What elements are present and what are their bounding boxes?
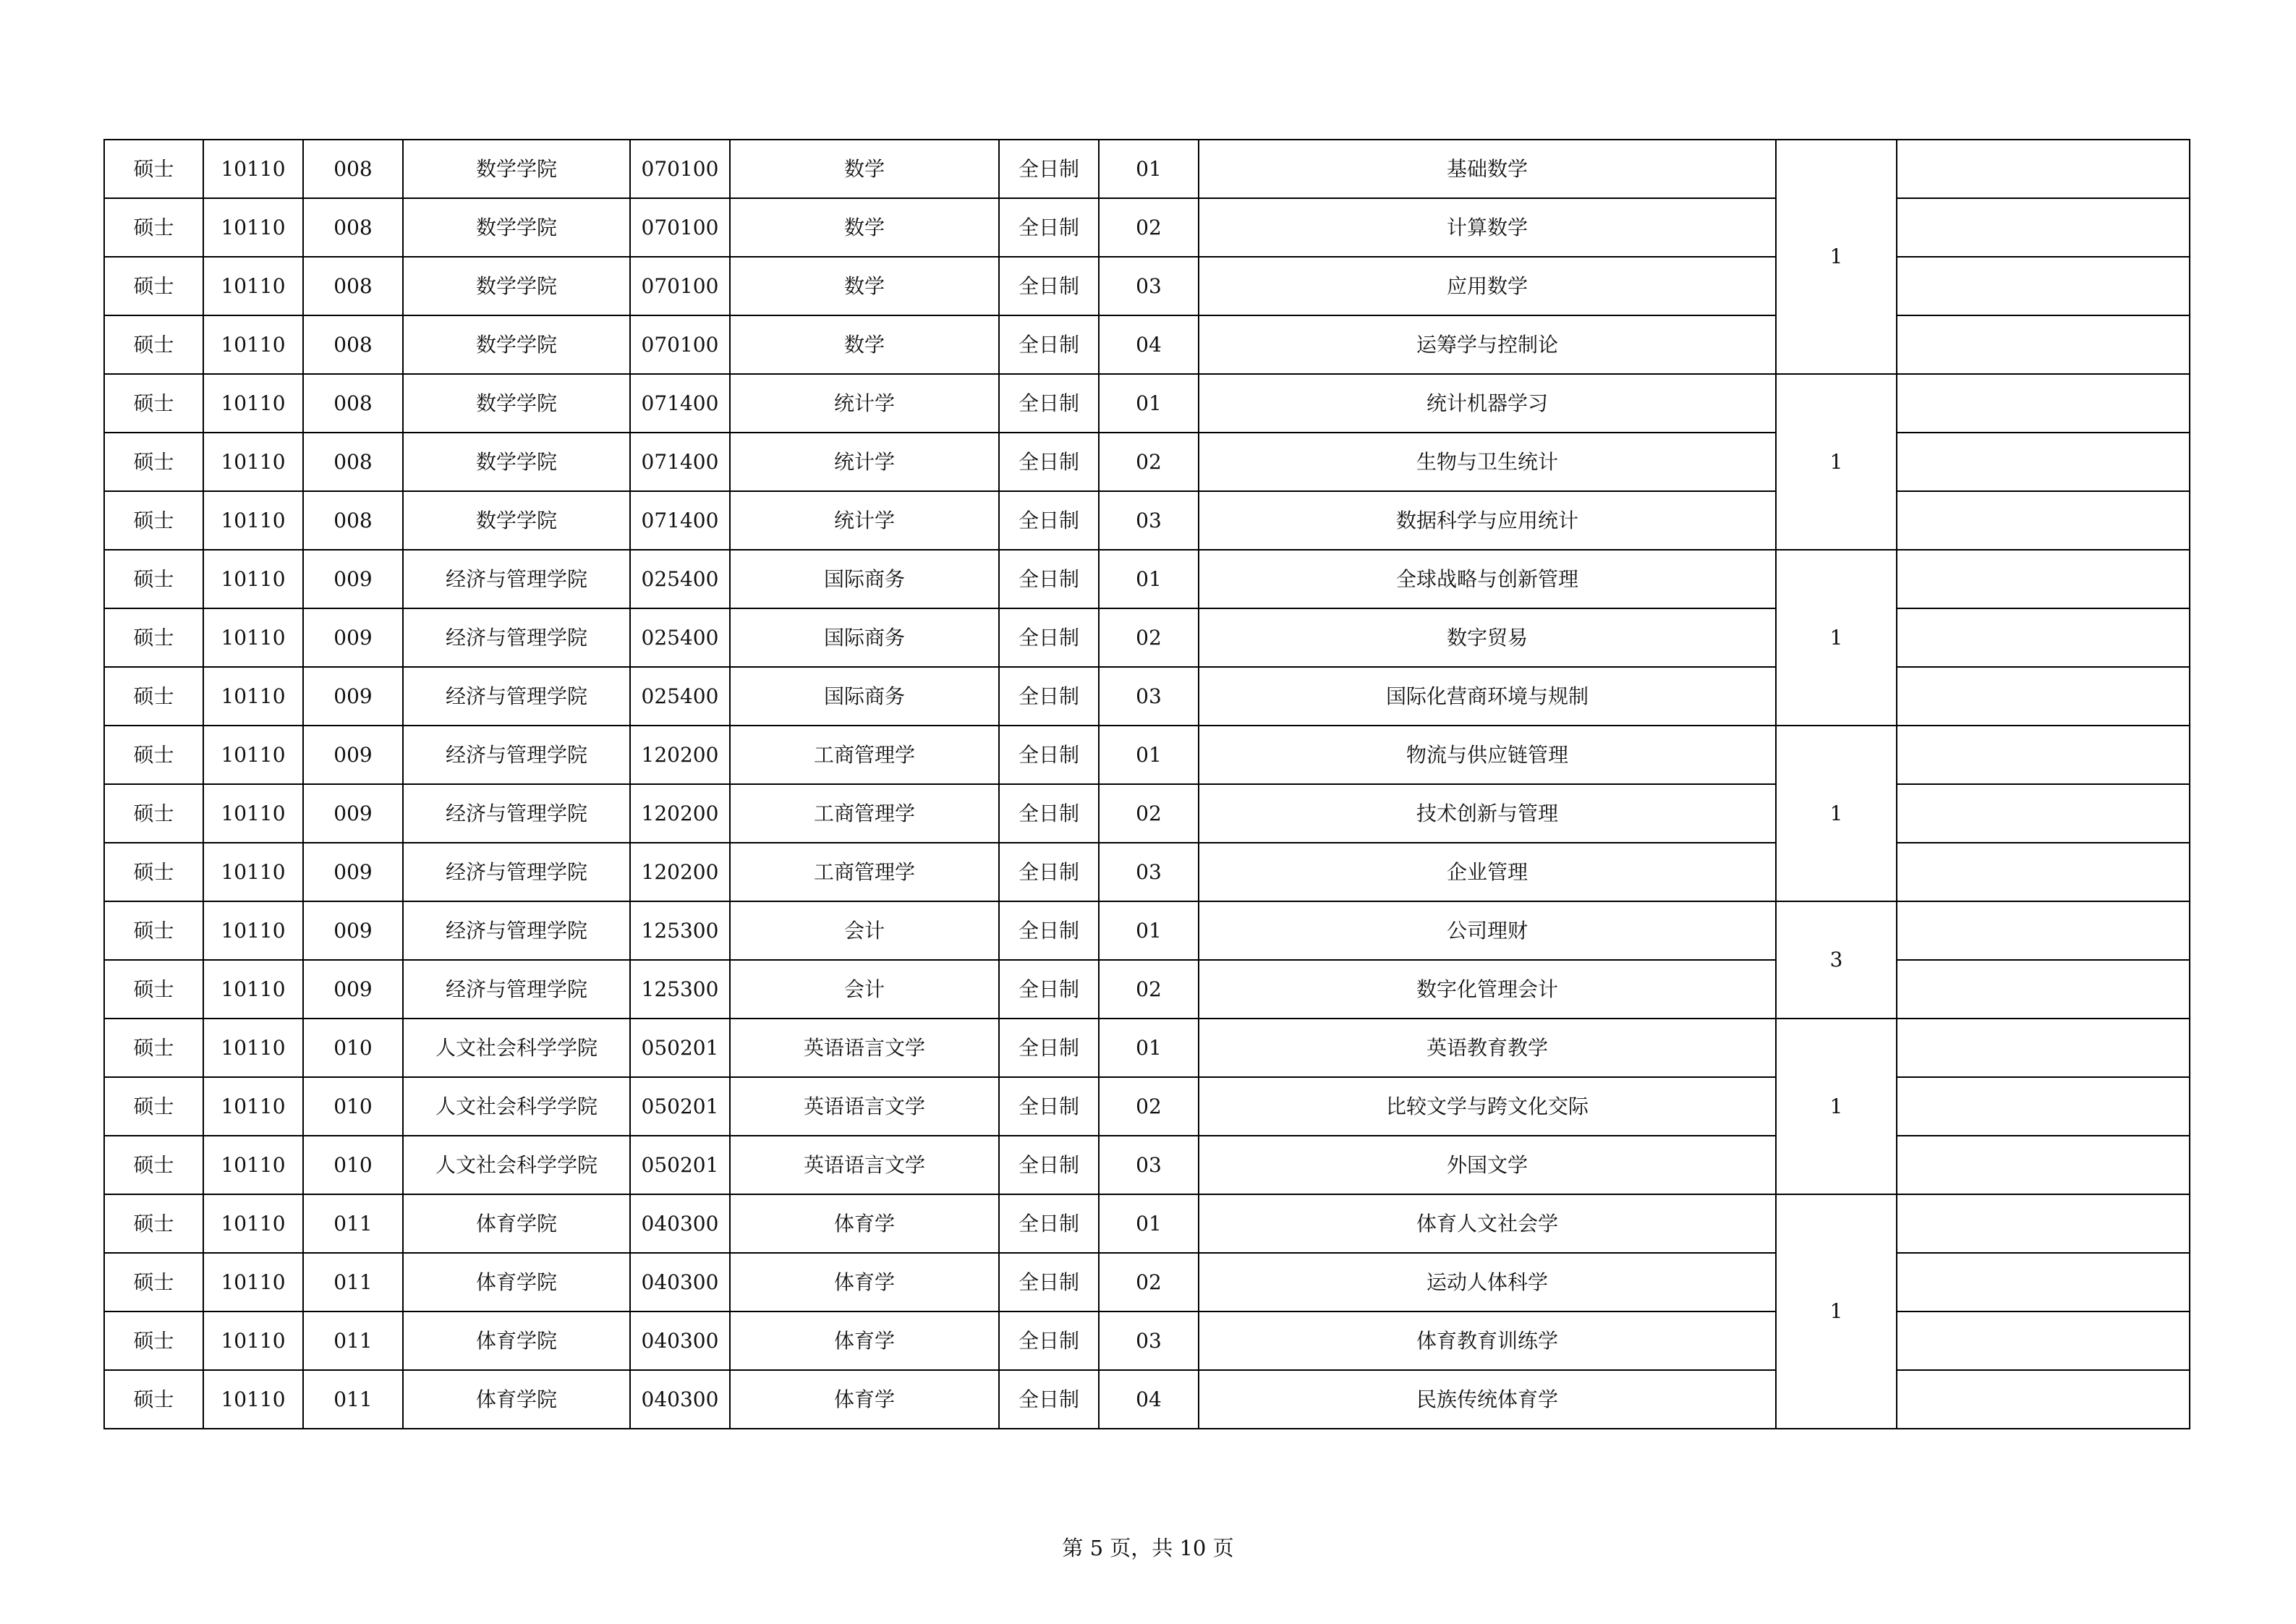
research-direction-cell: 数字贸易 (1199, 608, 1776, 667)
study-mode-cell: 全日制 (999, 550, 1099, 608)
degree-type-cell: 硕士 (104, 1019, 203, 1077)
degree-type-cell: 硕士 (104, 550, 203, 608)
research-direction-cell: 全球战略与创新管理 (1199, 550, 1776, 608)
degree-type-cell: 硕士 (104, 433, 203, 491)
major-name-cell: 国际商务 (730, 667, 999, 726)
research-direction-cell: 英语教育教学 (1199, 1019, 1776, 1077)
degree-type-cell: 硕士 (104, 726, 203, 784)
school-code-cell: 10110 (203, 1311, 303, 1370)
major-name-cell: 工商管理学 (730, 726, 999, 784)
direction-code-cell: 01 (1099, 1019, 1199, 1077)
direction-code-cell: 01 (1099, 1194, 1199, 1253)
major-code-cell: 070100 (630, 198, 730, 257)
major-code-cell: 025400 (630, 608, 730, 667)
study-mode-cell: 全日制 (999, 315, 1099, 374)
study-mode-cell: 全日制 (999, 257, 1099, 315)
major-name-cell: 国际商务 (730, 608, 999, 667)
direction-code-cell: 03 (1099, 491, 1199, 550)
school-code-cell: 10110 (203, 257, 303, 315)
remarks-cell (1897, 1019, 2190, 1077)
remarks-cell (1897, 198, 2190, 257)
degree-type-cell: 硕士 (104, 1253, 203, 1311)
direction-code-cell: 01 (1099, 726, 1199, 784)
direction-code-cell: 01 (1099, 550, 1199, 608)
research-direction-cell: 比较文学与跨文化交际 (1199, 1077, 1776, 1136)
study-mode-cell: 全日制 (999, 784, 1099, 843)
remarks-cell (1897, 550, 2190, 608)
research-direction-cell: 公司理财 (1199, 901, 1776, 960)
table-row (104, 1019, 2190, 1077)
major-code-cell: 120200 (630, 726, 730, 784)
department-name-cell: 经济与管理学院 (403, 726, 630, 784)
department-code-cell: 011 (303, 1194, 403, 1253)
remarks-cell (1897, 784, 2190, 843)
department-code-cell: 009 (303, 784, 403, 843)
study-mode-cell: 全日制 (999, 1370, 1099, 1429)
department-name-cell: 体育学院 (403, 1370, 630, 1429)
direction-code-cell: 03 (1099, 257, 1199, 315)
department-name-cell: 经济与管理学院 (403, 550, 630, 608)
degree-type-cell: 硕士 (104, 374, 203, 433)
department-code-cell: 008 (303, 198, 403, 257)
major-name-cell: 工商管理学 (730, 843, 999, 901)
research-direction-cell: 应用数学 (1199, 257, 1776, 315)
study-mode-cell: 全日制 (999, 608, 1099, 667)
department-name-cell: 经济与管理学院 (403, 608, 630, 667)
major-code-cell: 040300 (630, 1311, 730, 1370)
school-code-cell: 10110 (203, 1253, 303, 1311)
department-code-cell: 010 (303, 1077, 403, 1136)
table-row (104, 374, 2190, 433)
major-name-cell: 英语语言文学 (730, 1077, 999, 1136)
research-direction-cell: 数据科学与应用统计 (1199, 491, 1776, 550)
school-code-cell: 10110 (203, 1194, 303, 1253)
school-code-cell: 10110 (203, 960, 303, 1019)
degree-type-cell: 硕士 (104, 198, 203, 257)
department-code-cell: 009 (303, 608, 403, 667)
research-direction-cell: 基础数学 (1199, 140, 1776, 198)
major-name-cell: 统计学 (730, 433, 999, 491)
major-code-cell: 050201 (630, 1077, 730, 1136)
direction-code-cell: 03 (1099, 1311, 1199, 1370)
enrollment-count-cell: 1 (1776, 1194, 1897, 1429)
direction-code-cell: 02 (1099, 198, 1199, 257)
department-code-cell: 009 (303, 960, 403, 1019)
enrollment-count-cell: 1 (1776, 374, 1897, 550)
school-code-cell: 10110 (203, 140, 303, 198)
major-code-cell: 125300 (630, 901, 730, 960)
study-mode-cell: 全日制 (999, 1253, 1099, 1311)
remarks-cell (1897, 315, 2190, 374)
direction-code-cell: 02 (1099, 1077, 1199, 1136)
department-name-cell: 经济与管理学院 (403, 667, 630, 726)
department-code-cell: 008 (303, 140, 403, 198)
study-mode-cell: 全日制 (999, 140, 1099, 198)
remarks-cell (1897, 960, 2190, 1019)
study-mode-cell: 全日制 (999, 726, 1099, 784)
remarks-cell (1897, 1253, 2190, 1311)
department-name-cell: 人文社会科学学院 (403, 1136, 630, 1194)
degree-type-cell: 硕士 (104, 608, 203, 667)
department-name-cell: 经济与管理学院 (403, 960, 630, 1019)
table-row (104, 726, 2190, 784)
study-mode-cell: 全日制 (999, 1136, 1099, 1194)
research-direction-cell: 生物与卫生统计 (1199, 433, 1776, 491)
remarks-cell (1897, 726, 2190, 784)
school-code-cell: 10110 (203, 491, 303, 550)
department-name-cell: 体育学院 (403, 1194, 630, 1253)
direction-code-cell: 02 (1099, 1253, 1199, 1311)
department-name-cell: 人文社会科学学院 (403, 1019, 630, 1077)
remarks-cell (1897, 257, 2190, 315)
remarks-cell (1897, 1370, 2190, 1429)
school-code-cell: 10110 (203, 608, 303, 667)
research-direction-cell: 技术创新与管理 (1199, 784, 1776, 843)
department-code-cell: 009 (303, 843, 403, 901)
remarks-cell (1897, 1311, 2190, 1370)
department-code-cell: 009 (303, 550, 403, 608)
research-direction-cell: 体育教育训练学 (1199, 1311, 1776, 1370)
major-name-cell: 统计学 (730, 491, 999, 550)
major-name-cell: 数学 (730, 315, 999, 374)
research-direction-cell: 国际化营商环境与规制 (1199, 667, 1776, 726)
remarks-cell (1897, 843, 2190, 901)
direction-code-cell: 03 (1099, 843, 1199, 901)
study-mode-cell: 全日制 (999, 491, 1099, 550)
research-direction-cell: 企业管理 (1199, 843, 1776, 901)
table-row (104, 901, 2190, 960)
department-code-cell: 008 (303, 257, 403, 315)
department-name-cell: 数学学院 (403, 491, 630, 550)
school-code-cell: 10110 (203, 1077, 303, 1136)
research-direction-cell: 运筹学与控制论 (1199, 315, 1776, 374)
department-code-cell: 008 (303, 315, 403, 374)
table-row (104, 550, 2190, 608)
degree-type-cell: 硕士 (104, 1136, 203, 1194)
department-code-cell: 008 (303, 433, 403, 491)
major-code-cell: 070100 (630, 140, 730, 198)
remarks-cell (1897, 667, 2190, 726)
department-name-cell: 数学学院 (403, 315, 630, 374)
department-name-cell: 经济与管理学院 (403, 901, 630, 960)
major-code-cell: 071400 (630, 433, 730, 491)
degree-type-cell: 硕士 (104, 257, 203, 315)
department-name-cell: 人文社会科学学院 (403, 1077, 630, 1136)
major-code-cell: 070100 (630, 257, 730, 315)
study-mode-cell: 全日制 (999, 843, 1099, 901)
department-code-cell: 008 (303, 374, 403, 433)
direction-code-cell: 01 (1099, 374, 1199, 433)
remarks-cell (1897, 608, 2190, 667)
school-code-cell: 10110 (203, 1136, 303, 1194)
research-direction-cell: 数字化管理会计 (1199, 960, 1776, 1019)
degree-type-cell: 硕士 (104, 1370, 203, 1429)
enrollment-count-cell: 1 (1776, 726, 1897, 901)
direction-code-cell: 02 (1099, 608, 1199, 667)
major-code-cell: 050201 (630, 1019, 730, 1077)
major-code-cell: 040300 (630, 1253, 730, 1311)
school-code-cell: 10110 (203, 784, 303, 843)
school-code-cell: 10110 (203, 315, 303, 374)
department-code-cell: 009 (303, 901, 403, 960)
direction-code-cell: 04 (1099, 315, 1199, 374)
direction-code-cell: 03 (1099, 667, 1199, 726)
major-code-cell: 025400 (630, 550, 730, 608)
research-direction-cell: 运动人体科学 (1199, 1253, 1776, 1311)
department-name-cell: 数学学院 (403, 374, 630, 433)
enrollment-count-cell: 1 (1776, 550, 1897, 726)
major-code-cell: 040300 (630, 1370, 730, 1429)
remarks-cell (1897, 374, 2190, 433)
department-code-cell: 011 (303, 1253, 403, 1311)
remarks-cell (1897, 140, 2190, 198)
study-mode-cell: 全日制 (999, 667, 1099, 726)
major-name-cell: 体育学 (730, 1253, 999, 1311)
department-name-cell: 经济与管理学院 (403, 784, 630, 843)
major-name-cell: 会计 (730, 901, 999, 960)
major-name-cell: 国际商务 (730, 550, 999, 608)
major-code-cell: 025400 (630, 667, 730, 726)
major-code-cell: 070100 (630, 315, 730, 374)
school-code-cell: 10110 (203, 433, 303, 491)
major-name-cell: 体育学 (730, 1194, 999, 1253)
degree-type-cell: 硕士 (104, 843, 203, 901)
department-name-cell: 数学学院 (403, 140, 630, 198)
study-mode-cell: 全日制 (999, 1019, 1099, 1077)
study-mode-cell: 全日制 (999, 1077, 1099, 1136)
school-code-cell: 10110 (203, 726, 303, 784)
degree-type-cell: 硕士 (104, 1077, 203, 1136)
department-code-cell: 010 (303, 1019, 403, 1077)
department-code-cell: 009 (303, 667, 403, 726)
department-code-cell: 008 (303, 491, 403, 550)
study-mode-cell: 全日制 (999, 433, 1099, 491)
direction-code-cell: 02 (1099, 960, 1199, 1019)
school-code-cell: 10110 (203, 843, 303, 901)
major-code-cell: 120200 (630, 843, 730, 901)
department-name-cell: 数学学院 (403, 198, 630, 257)
major-name-cell: 数学 (730, 198, 999, 257)
degree-type-cell: 硕士 (104, 491, 203, 550)
major-name-cell: 会计 (730, 960, 999, 1019)
degree-type-cell: 硕士 (104, 315, 203, 374)
remarks-cell (1897, 433, 2190, 491)
major-code-cell: 071400 (630, 491, 730, 550)
table-row (104, 140, 2190, 198)
school-code-cell: 10110 (203, 1019, 303, 1077)
department-name-cell: 经济与管理学院 (403, 843, 630, 901)
enrollment-count-cell: 3 (1776, 901, 1897, 1019)
page-number-footer: 第 5 页，共 10 页 (1062, 1536, 1234, 1560)
degree-type-cell: 硕士 (104, 667, 203, 726)
department-code-cell: 010 (303, 1136, 403, 1194)
research-direction-cell: 民族传统体育学 (1199, 1370, 1776, 1429)
major-code-cell: 120200 (630, 784, 730, 843)
remarks-cell (1897, 491, 2190, 550)
degree-type-cell: 硕士 (104, 1311, 203, 1370)
school-code-cell: 10110 (203, 550, 303, 608)
school-code-cell: 10110 (203, 374, 303, 433)
direction-code-cell: 01 (1099, 901, 1199, 960)
study-mode-cell: 全日制 (999, 901, 1099, 960)
degree-type-cell: 硕士 (104, 960, 203, 1019)
table-row (104, 1194, 2190, 1253)
major-code-cell: 040300 (630, 1194, 730, 1253)
degree-type-cell: 硕士 (104, 140, 203, 198)
major-code-cell: 050201 (630, 1136, 730, 1194)
department-code-cell: 011 (303, 1311, 403, 1370)
major-name-cell: 英语语言文学 (730, 1019, 999, 1077)
enrollment-table (103, 139, 2190, 1429)
research-direction-cell: 物流与供应链管理 (1199, 726, 1776, 784)
remarks-cell (1897, 1136, 2190, 1194)
degree-type-cell: 硕士 (104, 901, 203, 960)
department-name-cell: 体育学院 (403, 1311, 630, 1370)
study-mode-cell: 全日制 (999, 1311, 1099, 1370)
remarks-cell (1897, 1194, 2190, 1253)
department-code-cell: 009 (303, 726, 403, 784)
enrollment-count-cell: 1 (1776, 140, 1897, 374)
remarks-cell (1897, 901, 2190, 960)
direction-code-cell: 03 (1099, 1136, 1199, 1194)
major-code-cell: 125300 (630, 960, 730, 1019)
major-name-cell: 体育学 (730, 1311, 999, 1370)
department-name-cell: 体育学院 (403, 1253, 630, 1311)
research-direction-cell: 体育人文社会学 (1199, 1194, 1776, 1253)
degree-type-cell: 硕士 (104, 784, 203, 843)
study-mode-cell: 全日制 (999, 1194, 1099, 1253)
school-code-cell: 10110 (203, 667, 303, 726)
study-mode-cell: 全日制 (999, 374, 1099, 433)
major-name-cell: 英语语言文学 (730, 1136, 999, 1194)
major-code-cell: 071400 (630, 374, 730, 433)
school-code-cell: 10110 (203, 901, 303, 960)
direction-code-cell: 04 (1099, 1370, 1199, 1429)
school-code-cell: 10110 (203, 198, 303, 257)
enrollment-count-cell: 1 (1776, 1019, 1897, 1194)
remarks-cell (1897, 1077, 2190, 1136)
department-name-cell: 数学学院 (403, 257, 630, 315)
table-body (104, 140, 2190, 1429)
major-name-cell: 工商管理学 (730, 784, 999, 843)
study-mode-cell: 全日制 (999, 960, 1099, 1019)
department-name-cell: 数学学院 (403, 433, 630, 491)
school-code-cell: 10110 (203, 1370, 303, 1429)
study-mode-cell: 全日制 (999, 198, 1099, 257)
degree-type-cell: 硕士 (104, 1194, 203, 1253)
direction-code-cell: 01 (1099, 140, 1199, 198)
direction-code-cell: 02 (1099, 784, 1199, 843)
research-direction-cell: 统计机器学习 (1199, 374, 1776, 433)
major-name-cell: 数学 (730, 257, 999, 315)
major-name-cell: 数学 (730, 140, 999, 198)
major-name-cell: 体育学 (730, 1370, 999, 1429)
department-code-cell: 011 (303, 1370, 403, 1429)
direction-code-cell: 02 (1099, 433, 1199, 491)
research-direction-cell: 外国文学 (1199, 1136, 1776, 1194)
major-name-cell: 统计学 (730, 374, 999, 433)
research-direction-cell: 计算数学 (1199, 198, 1776, 257)
